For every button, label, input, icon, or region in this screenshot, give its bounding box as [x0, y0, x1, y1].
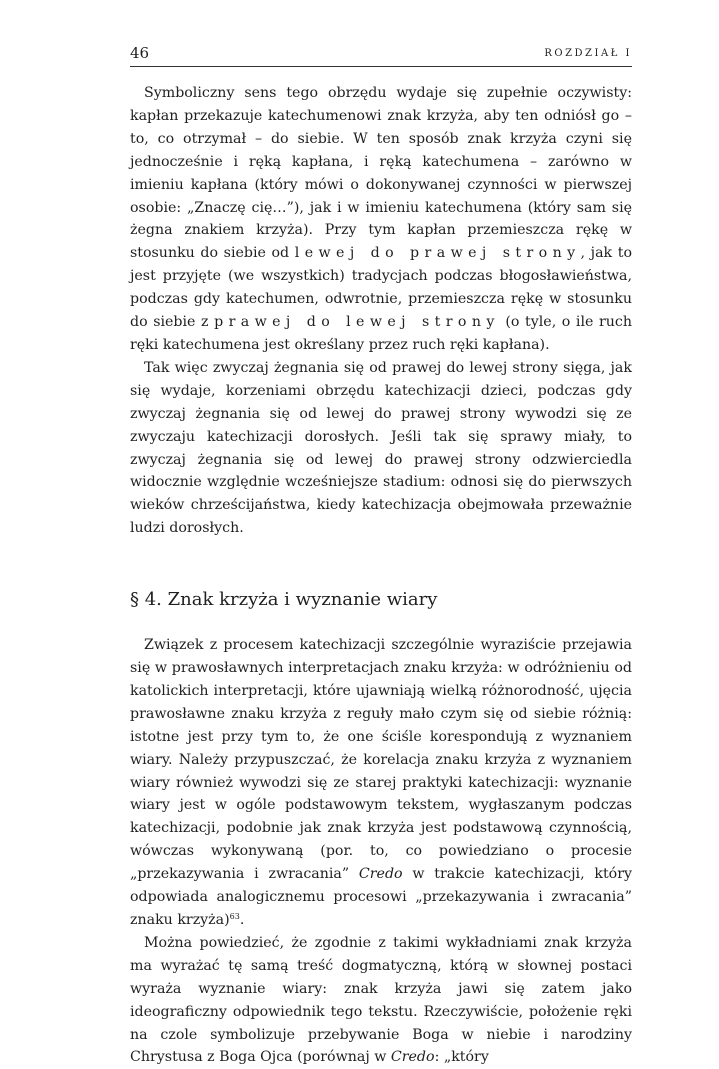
text-run: . [239, 912, 245, 928]
paragraph-2: Tak więc zwyczaj żegnania się od prawej do lewej strony sięga, jak się wydaje, korzeniami obrzędu katechizacji dzieci, podczas gdy zwyczaj żegnania się od lewej do prawej strony wywodzi się ze zwyczaju katechizacji dorosłych. Jeśli tak się sprawy miały, to zwyczaj żegnania się od lewej do prawej strony odzwierciedla widocznie względnie wcześniejsze stadium: odnosi się do pierwszych wieków chrześcijaństwa, kiedy katechizacja obejmowała przeważnie ludzi dorosłych. [130, 359, 632, 537]
paragraph-1 [130, 82, 632, 357]
text-run: w trakcie katechizacji, który odpowiada analogicznemu procesowi „przekazywania i zwracania” znaku krzyża) [130, 866, 632, 928]
text-run: Można powiedzieć, że zgodnie z takimi wykładniami znak krzyża ma wyrażać tę samą treść dogmatyczną, którą w słownej postaci wyraża wyznanie wiary: znak krzyża jawi się zatem jako ideograficzny odpowiednik tego tekstu. Rzeczywiście, położenie ręki na czole symbolizuje przebywanie Boga w niebie i narodziny Chrystusa z Boga Ojca (porównaj w [130, 934, 632, 1066]
italic-term: Credo [390, 1049, 435, 1066]
text-run: Symboliczny sens tego obrzędu wydaje się zupełnie oczywisty: kapłan przekazuje katechumenowi znak krzyża, aby ten odniósł go – to, co otrzymał – do siebie. W ten sposób znak krzyża czyni się jednocześnie i ręką kapłana, i ręką katechumena – zarówno w imieniu kapłana (który mówi o dokonywanej czynności w pierwszej osobie: „Znaczę cię…”), jak i w imieniu katechumena (który sam się żegna znakiem krzyża). Przy tym kapłan przemieszcza rękę w stosunku do siebie od [130, 85, 632, 262]
section-heading: § 4. Znak krzyża i wyznanie wiary [130, 589, 438, 611]
text-run: : „który [434, 1049, 489, 1066]
page-header [130, 44, 632, 67]
spaced-emphasis: prawej do lewej strony [214, 314, 500, 331]
footnote-ref[interactable]: 63 [229, 912, 240, 921]
paragraph-3 [130, 634, 632, 932]
text-run: Związek z procesem katechizacji szczególnie wyraziście przejawia się w prawosławnych interpretacjach znaku krzyża: w odróżnieniu od katolickich interpretacji, które ujawniają wielką różnorodność, ujęcia prawosławne znaku krzyża z reguły mało czym się od siebie różnią: istotne jest przy tym to, że one ściśle korespondują z wyznaniem wiary. Należy przypuszczać, że korelacja znaku krzyża z wyznaniem wiary również wywodzi się ze starej praktyki katechizacji: wyznanie wiary jest w ogóle podstawowym tekstem, wygłaszanym podczas katechizacji, podobnie jak znak krzyża jest podstawową czynnością, wówczas wykonywaną (por. to, co powiedziano o procesie „przekazywania i zwracania” [130, 637, 632, 883]
text-run: (o tyle, o ile ruch ręki katechumena jest określany przez ruch ręki kapłana). [130, 314, 632, 353]
italic-term: Credo [358, 866, 403, 883]
body-text [130, 82, 632, 1069]
running-head: ROZDZIAŁ I [544, 48, 632, 59]
paragraph-4 [130, 932, 632, 1069]
page-number: 46 [130, 44, 150, 62]
text-run: , jak to jest przyjęte (we wszystkich) tradycjach podczas błogosławieństwa, podczas gdy katechumen, odwrotnie, przemieszcza rękę w stosunku do siebie z [130, 245, 632, 331]
spaced-emphasis: lewej do prawej strony [294, 245, 581, 262]
